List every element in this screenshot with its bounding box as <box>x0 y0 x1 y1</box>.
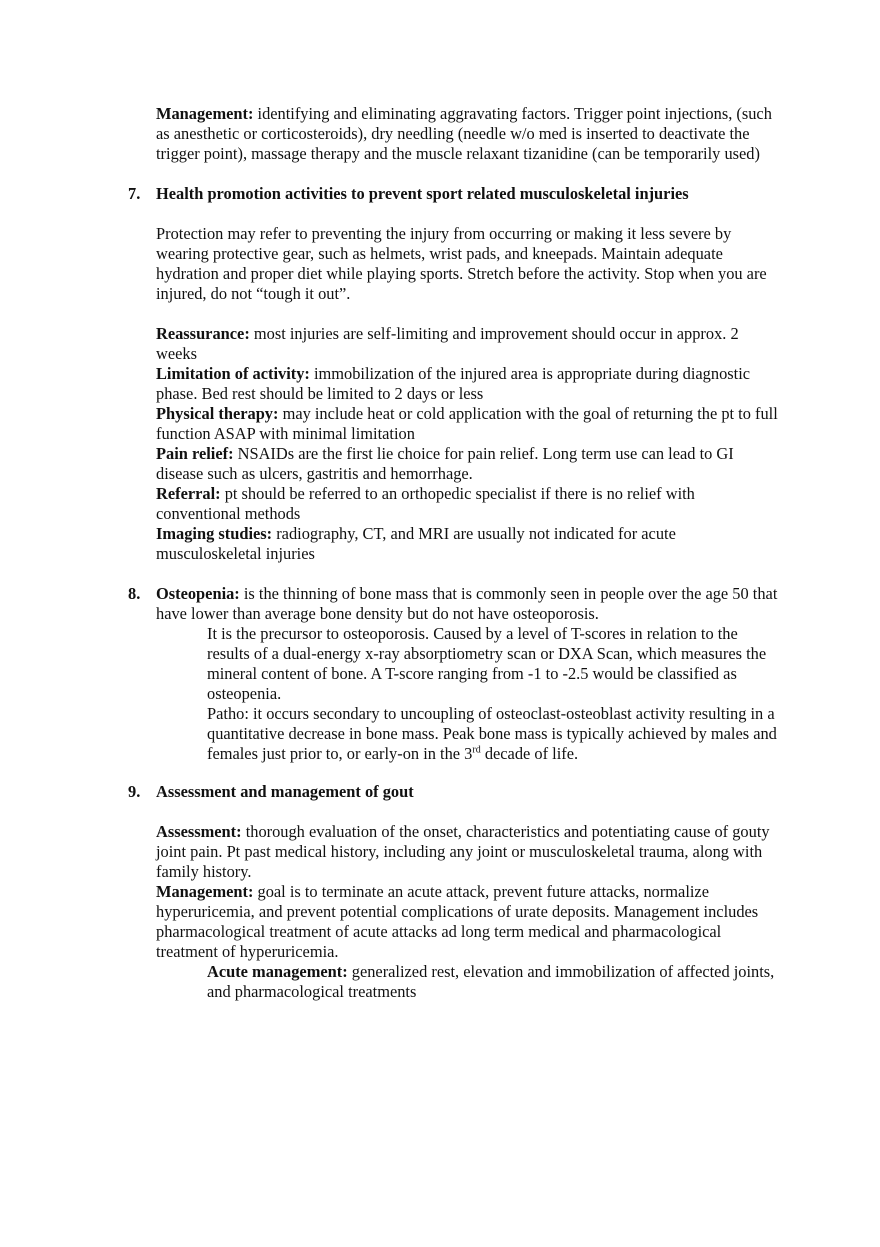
gout-assessment-label: Assessment: <box>156 822 242 841</box>
osteopenia-precursor-paragraph: It is the precursor to osteoporosis. Caused by a level of T-scores in relation to the results of a dual-energy x-ray absorptiometry scan or DXA Scan, which measures the mineral content of bone. A T-score ranging from -1 to -2.5 would be classified as osteopenia. <box>207 624 767 703</box>
physical-therapy-paragraph: Physical therapy: may include heat or cold application with the goal of returning the pt to full function ASAP with minimal limitation <box>156 404 778 443</box>
gout-management-label: Management: <box>156 882 254 901</box>
gout-acute-label: Acute management: <box>207 962 348 981</box>
management-paragraph <box>156 104 782 164</box>
gout-acute-management-paragraph: Acute management: generalized rest, elevation and immobilization of affected joints, and pharmacological treatments <box>207 962 775 1001</box>
section-7-number: 7. <box>128 184 141 203</box>
limitation-paragraph: Limitation of activity: immobilization of the injured area is appropriate during diagnostic phase. Bed rest should be limited to 2 days or less <box>156 364 751 403</box>
reassurance-paragraph: Reassurance: most injuries are self-limiting and improvement should occur in approx. 2 weeks <box>156 324 739 363</box>
protection-paragraph: Protection may refer to preventing the injury from occurring or making it less severe by wearing protective gear, such as helmets, wrist pads, and kneepads. Maintain adequate hydration and proper diet while playing sports. Stretch before the activity. Stop when you are injured, do not “tough it out”. <box>156 224 767 303</box>
pain-relief-paragraph: Pain relief: NSAIDs are the first lie choice for pain relief. Long term use can lead to GI disease such as ulcers, gastritis and hemorrhage. <box>156 444 734 483</box>
section-9-title: Assessment and management of gout <box>156 782 414 801</box>
limitation-label: Limitation of activity: <box>156 364 310 383</box>
imaging-paragraph: Imaging studies: radiography, CT, and MRI are usually not indicated for acute musculoskeletal injuries <box>156 524 676 563</box>
imaging-label: Imaging studies: <box>156 524 273 543</box>
reassurance-label: Reassurance: <box>156 324 250 343</box>
management-label: Management: <box>156 104 254 123</box>
osteopenia-label: Osteopenia: <box>156 584 240 603</box>
section-7-title: Health promotion activities to prevent sport related musculoskeletal injuries <box>156 184 689 203</box>
section-8-number: 8. <box>128 584 141 603</box>
physical-therapy-label: Physical therapy: <box>156 404 279 423</box>
gout-assessment-paragraph: Assessment: thorough evaluation of the onset, characteristics and potentiating cause of gouty joint pain. Pt past medical history, including any joint or musculoskeletal trauma, along with family history. <box>156 822 770 881</box>
pain-relief-label: Pain relief: <box>156 444 234 463</box>
referral-paragraph: Referral: pt should be referred to an orthopedic specialist if there is no relief with conventional methods <box>156 484 695 523</box>
osteopenia-paragraph: Osteopenia: is the thinning of bone mass that is commonly seen in people over the age 50 that have lower than average bone density but do not have osteoporosis. <box>156 584 778 623</box>
management-text: identifying and eliminating aggravating factors. Trigger point injections, (such as anesthetic or corticosteroids), dry needling (needle w/o med is inserted to deactivate the trigger point), massage therapy and the muscle relaxant tizanidine (can be temporarily used) <box>156 104 772 163</box>
section-9-number: 9. <box>128 782 141 801</box>
referral-label: Referral: <box>156 484 221 503</box>
osteopenia-patho-paragraph: Patho: it occurs secondary to uncoupling of osteoclast-osteoblast activity resulting in a quantitative decrease in bone mass. Peak bone mass is typically achieved by males and females just prior to, or early-on in the 3rd decade of life. <box>207 704 777 763</box>
gout-management-paragraph: Management: goal is to terminate an acute attack, prevent future attacks, normalize hyperuricemia, and prevent potential complications of urate deposits. Management includes pharmacological treatment of acute attacks ad long term medical and pharmacological treatment of hyperuricemia. <box>156 882 759 961</box>
